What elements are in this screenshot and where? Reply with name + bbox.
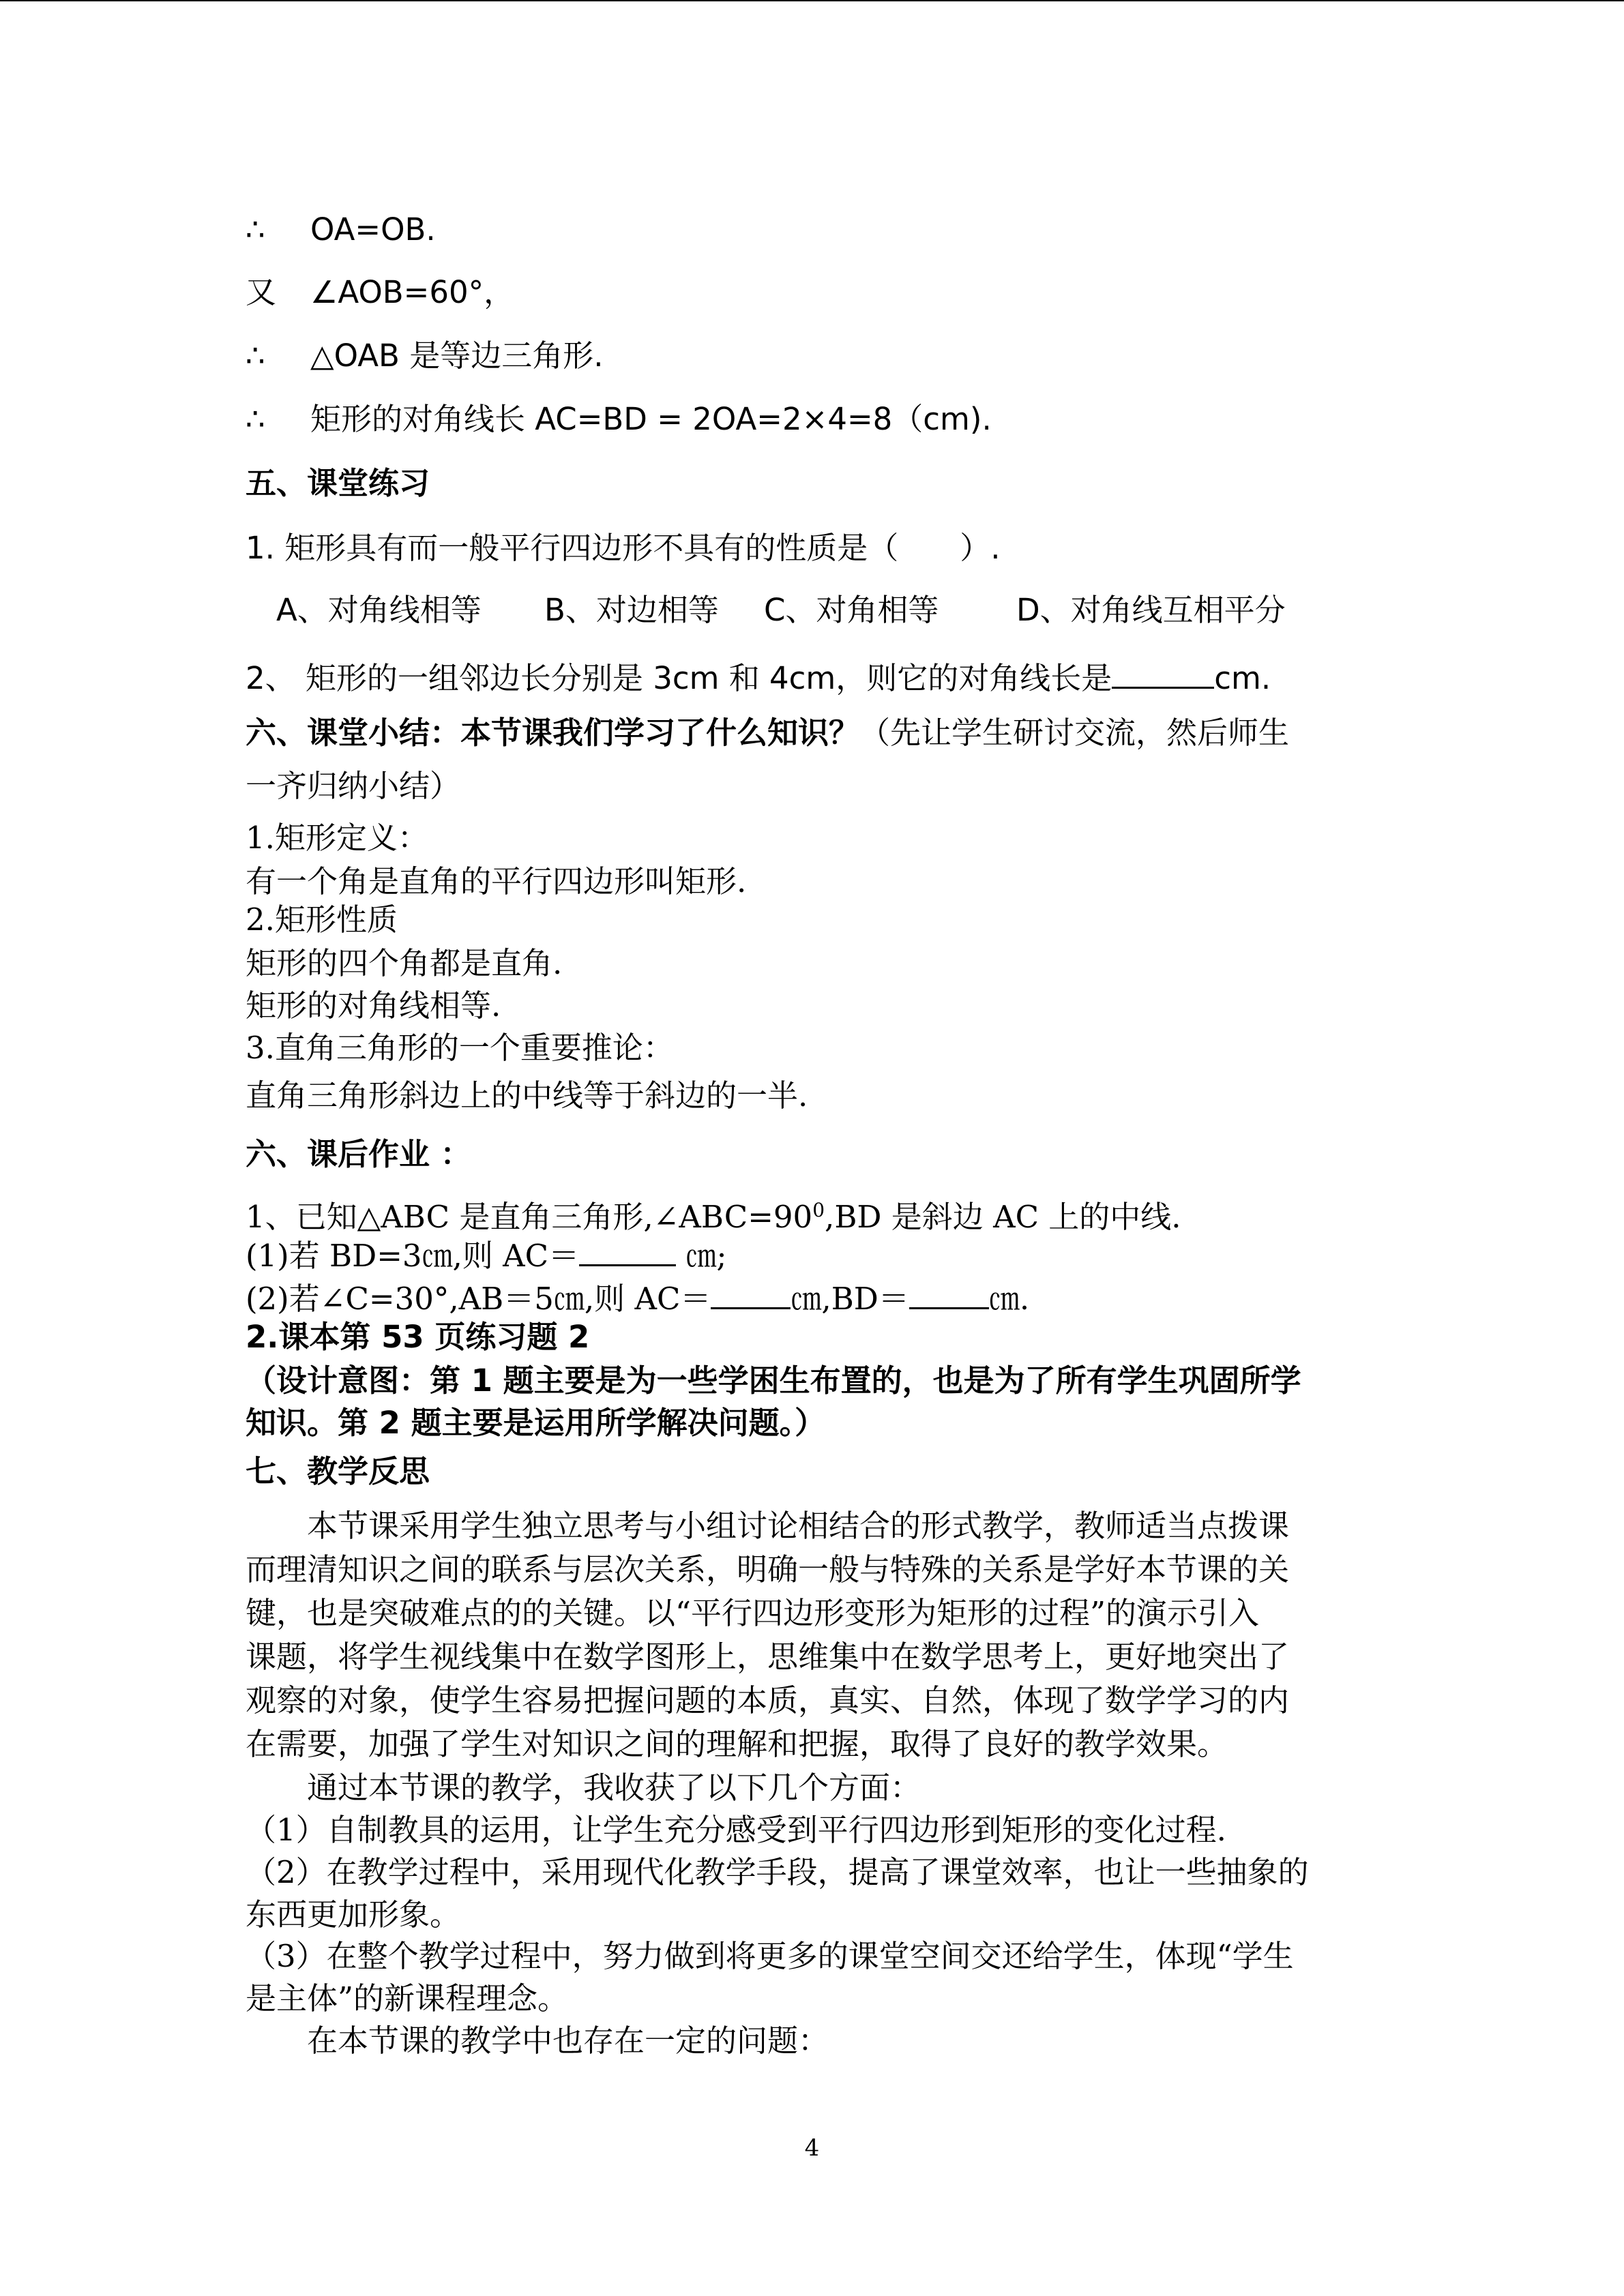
also-symbol: 又: [246, 274, 277, 310]
reflection-heading: 七、教学反思: [246, 1453, 430, 1489]
answer-blank[interactable]: [909, 1277, 989, 1309]
therefore-symbol: ∴: [246, 211, 265, 248]
reflection-line: 观察的对象，使学生容易把握问题的本质，真实、自然，体现了数学学习的内: [246, 1682, 1290, 1718]
reflection-line: 东西更加形象。: [246, 1896, 461, 1933]
practice-heading: 五、课堂练习: [246, 465, 430, 501]
therefore-symbol: ∴: [246, 338, 265, 374]
practice-question-1: 1. 矩形具有而一般平行四边形不具有的性质是（ ）.: [246, 530, 1001, 566]
summary-note: （先让学生研讨交流，然后师生: [859, 715, 1290, 751]
option-a: A、对角线相等: [276, 592, 482, 628]
summary-heading-line: [246, 713, 1289, 753]
reflection-line: 在需要，加强了学生对知识之间的理解和把握，取得了良好的教学效果。: [246, 1726, 1228, 1762]
unit-text: ㎝;: [676, 1238, 727, 1274]
reflection-line: 是主体”的新课程理念。: [246, 1980, 569, 2016]
summary-item: 矩形的对角线相等.: [246, 987, 501, 1024]
proof-text: ∠AOB=60°，: [310, 274, 515, 310]
proof-line-4: [246, 400, 992, 439]
question-text: ㎝,BD＝: [791, 1281, 909, 1317]
answer-blank[interactable]: [579, 1234, 676, 1266]
practice-question-2: [246, 657, 1271, 698]
option-c: C、对角相等: [764, 592, 939, 628]
reflection-line: （1）自制教具的运用，让学生充分感受到平行四边形到矩形的变化过程.: [246, 1812, 1226, 1848]
summary-heading: 六、课堂小结：本节课我们学习了什么知识？: [246, 715, 860, 751]
page-number: 4: [804, 2134, 820, 2162]
reflection-line: 课题，将学生视线集中在数学图形上，思维集中在数学思考上，更好地突出了: [246, 1639, 1290, 1675]
question-text: ,BD 是斜边 AC 上的中线.: [825, 1199, 1181, 1235]
top-border-line: [0, 0, 1624, 1]
proof-text: OA=OB.: [310, 211, 436, 248]
question-text: 2、 矩形的一组邻边长分别是 3cm 和 4cm，则它的对角线长是: [246, 660, 1112, 696]
question-text: 1、已知△ABC 是直角三角形,∠ABC=90: [246, 1199, 813, 1235]
proof-line-1: [246, 210, 436, 250]
homework-question-1: [246, 1191, 1181, 1237]
proof-text: 矩形的对角线长 AC=BD = 2OA=2×4=8（cm).: [310, 401, 992, 437]
answer-blank[interactable]: [711, 1277, 791, 1309]
summary-item: 有一个角是直角的平行四边形叫矩形.: [246, 863, 747, 899]
summary-note-cont: 一齐归纳小结）: [246, 768, 461, 804]
reflection-line: （2）在教学过程中，采用现代化教学手段，提高了课堂效率，也让一些抽象的: [246, 1854, 1309, 1890]
question-text: (1)若 BD=3㎝,则 AC＝: [246, 1238, 580, 1274]
therefore-symbol: ∴: [246, 401, 265, 437]
proof-text: △OAB 是等边三角形.: [310, 338, 604, 374]
proof-line-3: [246, 336, 604, 376]
homework-question-1-part-1: [246, 1234, 727, 1276]
reflection-line: 在本节课的教学中也存在一定的问题：: [246, 2023, 829, 2059]
summary-item: 3.直角三角形的一个重要推论：: [246, 1030, 674, 1066]
degree-superscript: 0: [812, 1199, 825, 1221]
question-text: (2)若∠C=30°,AB＝5㎝,则 AC＝: [246, 1281, 711, 1317]
design-intent-line-1: （设计意图：第 1 题主要是为一些学困生布置的，也是为了所有学生巩固所学: [246, 1362, 1301, 1399]
summary-item: 矩形的四个角都是直角.: [246, 945, 563, 981]
practice-q1-options: [0, 591, 1624, 630]
homework-question-1-part-2: [246, 1277, 1029, 1319]
unit-text: ㎝.: [988, 1281, 1030, 1317]
reflection-line: 本节课采用学生独立思考与小组讨论相结合的形式教学，教师适当点拨课: [246, 1508, 1290, 1544]
option-b: B、对边相等: [544, 592, 719, 628]
summary-item: 直角三角形斜边上的中线等于斜边的一半.: [246, 1077, 808, 1114]
summary-item: 1.矩形定义：: [246, 820, 428, 856]
answer-blank[interactable]: [1112, 657, 1214, 689]
reflection-line: 而理清知识之间的联系与层次关系，明确一般与特殊的关系是学好本节课的关: [246, 1551, 1290, 1587]
unit-text: cm.: [1214, 660, 1271, 696]
summary-item: 2.矩形性质: [246, 901, 398, 938]
homework-heading: 六、课后作业 ：: [246, 1136, 471, 1172]
option-d: D、对角线互相平分: [1016, 592, 1286, 628]
reflection-line: 键，也是突破难点的的关键。以“平行四边形变形为矩形的过程”的演示引入: [246, 1595, 1260, 1631]
reflection-line: 通过本节课的教学，我收获了以下几个方面：: [246, 1770, 921, 1806]
design-intent-line-2: 知识。第 2 题主要是运用所学解决问题。）: [246, 1405, 826, 1441]
homework-question-2: 2.课本第 53 页练习题 2: [246, 1319, 590, 1355]
reflection-line: （3）在整个教学过程中，努力做到将更多的课堂空间交还给学生，体现“学生: [246, 1938, 1294, 1974]
proof-line-2: [246, 273, 514, 312]
